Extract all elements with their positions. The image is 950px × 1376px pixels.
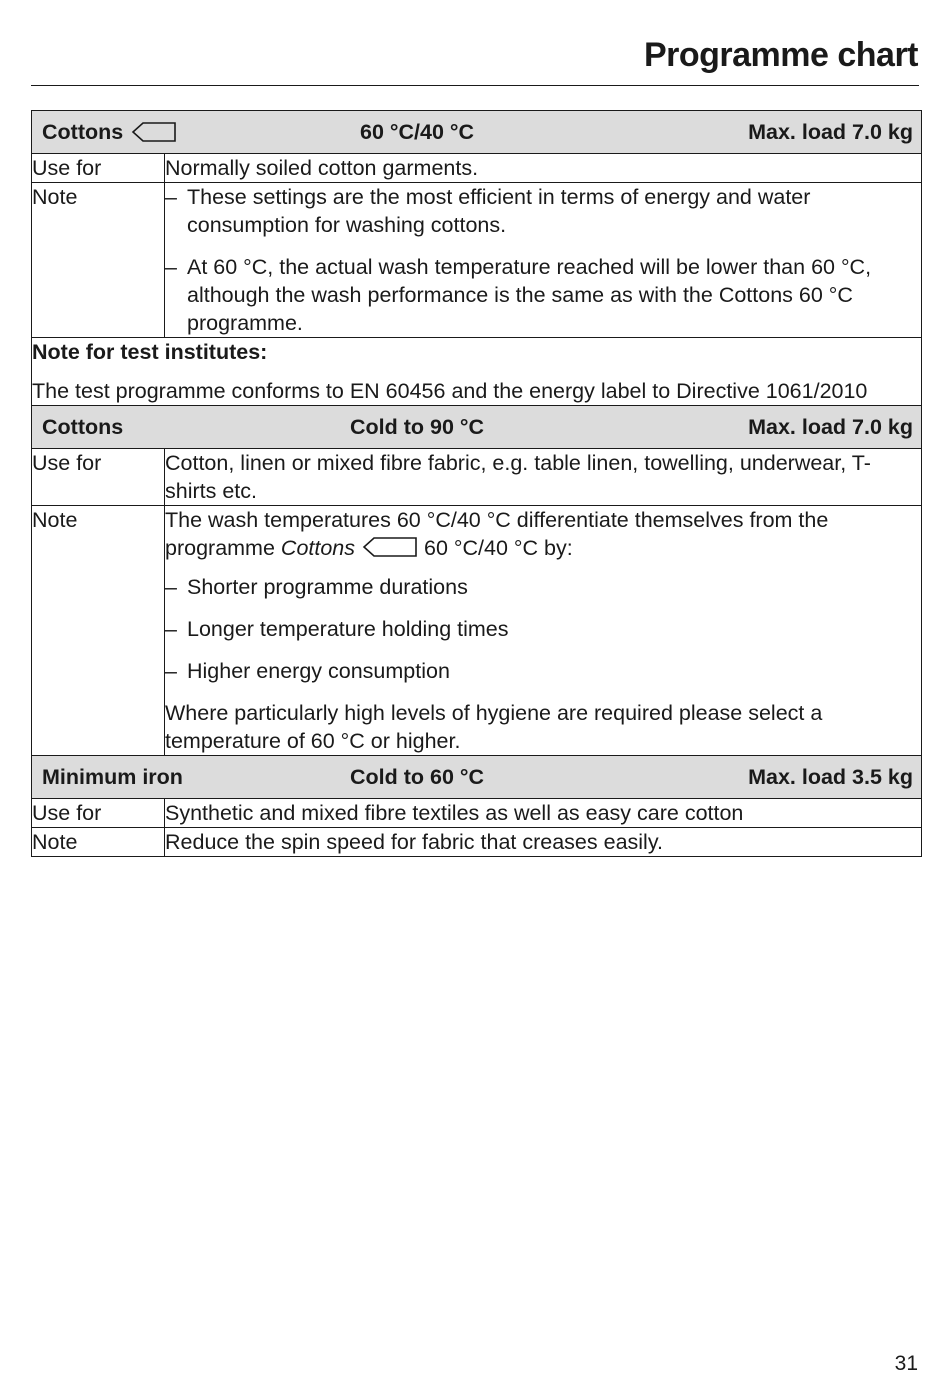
note-item xyxy=(165,657,921,685)
programme-chart-table xyxy=(31,110,922,857)
programme-header-minimum-iron xyxy=(32,756,922,799)
programme-max-load: Max. load 3.5 kg xyxy=(748,765,913,789)
dash-bullet: – xyxy=(165,255,177,279)
test-institute-note xyxy=(32,338,922,406)
page-number: 31 xyxy=(894,1352,918,1375)
programme-name-italic: Cottons xyxy=(280,536,356,560)
row-label: Note xyxy=(32,183,165,338)
table-row xyxy=(32,338,922,406)
note-text: Higher energy consumption xyxy=(187,659,450,683)
programme-temperature: 60 °C/40 °C xyxy=(360,120,474,144)
table-row xyxy=(32,506,922,756)
title-divider xyxy=(31,85,919,86)
dash-bullet: – xyxy=(165,659,177,683)
page-title: Programme chart xyxy=(643,36,918,74)
note-outro: Where particularly high levels of hygiene are required please select a temperature of 60 °C or higher. xyxy=(165,701,823,753)
programme-temperature: Cold to 90 °C xyxy=(350,415,485,439)
programme-temperature: Cold to 60 °C xyxy=(350,765,485,789)
eco-symbol-icon xyxy=(131,121,177,143)
note-content xyxy=(165,506,922,756)
programme-header-cottons xyxy=(32,406,922,449)
eco-symbol-icon xyxy=(362,536,418,558)
use-for-text: Normally soiled cotton garments. xyxy=(165,154,922,183)
note-text: These settings are the most efficient in terms of energy and water consumption for washing cottons. xyxy=(187,185,811,237)
note-text: Shorter programme durations xyxy=(187,575,468,599)
note-text: Longer temperature holding times xyxy=(187,617,509,641)
programme-name: Minimum iron xyxy=(42,765,183,789)
note-intro xyxy=(165,506,921,562)
table-row xyxy=(32,828,922,857)
row-label: Use for xyxy=(32,799,165,828)
row-label: Note xyxy=(32,828,165,857)
table-row xyxy=(32,799,922,828)
note-content xyxy=(165,183,922,338)
row-label: Use for xyxy=(32,449,165,506)
table-row xyxy=(32,449,922,506)
programme-max-load: Max. load 7.0 kg xyxy=(748,415,913,439)
test-note-text: The test programme conforms to EN 60456 and the energy label to Directive 1061/2010 xyxy=(32,379,868,403)
programme-name: Cottons xyxy=(42,120,124,144)
note-intro-text: The wash temperatures 60 °C/40 °C differentiate themselves from the programme xyxy=(165,508,829,560)
dash-bullet: – xyxy=(165,185,177,209)
note-item xyxy=(165,183,921,239)
table-row xyxy=(32,154,922,183)
row-label: Note xyxy=(32,506,165,756)
programme-name: Cottons xyxy=(42,415,124,439)
dash-bullet: – xyxy=(165,575,177,599)
note-item xyxy=(165,573,921,601)
use-for-text: Cotton, linen or mixed fibre fabric, e.g. table linen, towelling, underwear, T-shirts etc. xyxy=(165,449,922,506)
note-text: At 60 °C, the actual wash temperature reached will be lower than 60 °C, although the wash performance is the same as with the Cottons 60 °C programme. xyxy=(187,255,872,335)
use-for-text: Synthetic and mixed fibre textiles as well as easy care cotton xyxy=(165,799,922,828)
programme-max-load: Max. load 7.0 kg xyxy=(748,120,913,144)
row-label: Use for xyxy=(32,154,165,183)
test-note-heading: Note for test institutes: xyxy=(32,340,268,364)
note-item xyxy=(165,615,921,643)
note-item xyxy=(165,253,921,337)
dash-bullet: – xyxy=(165,617,177,641)
note-text: Reduce the spin speed for fabric that creases easily. xyxy=(165,828,922,857)
programme-header-cottons-eco xyxy=(32,111,922,154)
note-intro-text: 60 °C/40 °C by: xyxy=(424,536,573,560)
table-row xyxy=(32,183,922,338)
